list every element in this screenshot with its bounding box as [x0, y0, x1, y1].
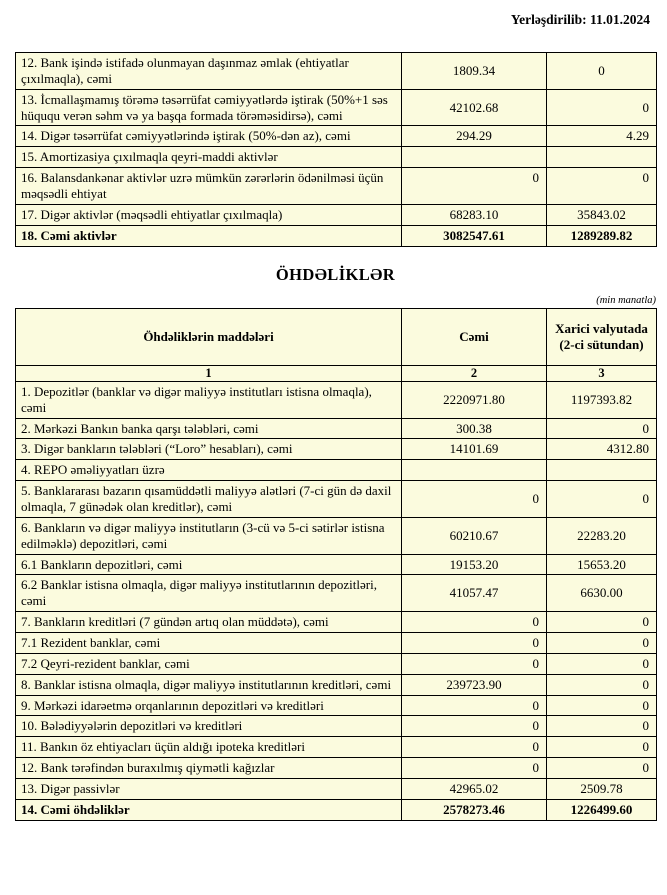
table-row — [16, 653, 657, 674]
row-label: 7. Bankların kreditləri (7 gündən artıq olan müddətə), cəmi — [16, 612, 402, 633]
table-row — [16, 554, 657, 575]
row-label: 6.2 Banklar istisna olmaqla, digər maliyyə institutlarının depozitləri, cəmi — [16, 575, 402, 612]
foreign-value: 0 — [547, 633, 657, 654]
total-value: 1809.34 — [402, 53, 547, 90]
table-row — [16, 460, 657, 481]
foreign-value: 0 — [547, 89, 657, 126]
liabilities-header-row — [16, 308, 657, 365]
row-label: 6.1 Bankların depozitləri, cəmi — [16, 554, 402, 575]
row-label: 9. Mərkəzi idarəetmə orqanlarının depozitləri və kreditləri — [16, 695, 402, 716]
foreign-value: 0 — [547, 653, 657, 674]
col-index-2: 2 — [402, 365, 547, 381]
foreign-value: 22283.20 — [547, 517, 657, 554]
foreign-value: 2509.78 — [547, 779, 657, 800]
table-row — [16, 168, 657, 205]
foreign-value — [547, 460, 657, 481]
table-row — [16, 674, 657, 695]
row-label: 12. Bank işində istifadə olunmayan daşınmaz əmlak (ehtiyatlar çıxılmaqla), cəmi — [16, 53, 402, 90]
row-label: 11. Bankın öz ehtiyacları üçün aldığı ipoteka kreditləri — [16, 737, 402, 758]
table-row — [16, 418, 657, 439]
liabilities-table-body — [16, 381, 657, 820]
foreign-value: 4.29 — [547, 126, 657, 147]
total-value — [402, 147, 547, 168]
row-label: 17. Digər aktivlər (məqsədli ehtiyatlar çıxılmaqla) — [16, 204, 402, 225]
table-row — [16, 758, 657, 779]
total-value: 0 — [402, 168, 547, 205]
total-value: 2578273.46 — [402, 799, 547, 820]
table-row — [16, 779, 657, 800]
total-value: 0 — [402, 653, 547, 674]
col-header-total: Cəmi — [402, 308, 547, 365]
row-label: 8. Banklar istisna olmaqla, digər maliyyə institutlarının kreditləri, cəmi — [16, 674, 402, 695]
row-label: 13. İcmallaşmamış törəmə təsərrüfat cəmiyyətlərdə iştirak (50%+1 səs hüququ verən səhm və ya başqa formada törəməsidirsə), cəmi — [16, 89, 402, 126]
foreign-value: 0 — [547, 418, 657, 439]
total-value: 0 — [402, 481, 547, 518]
table-row — [16, 737, 657, 758]
row-label: 14. Digər təsərrüfat cəmiyyətlərində iştirak (50%-dən az), cəmi — [16, 126, 402, 147]
table-row — [16, 147, 657, 168]
table-row — [16, 381, 657, 418]
unit-note: (min manatla) — [596, 294, 656, 306]
table-row — [16, 225, 657, 246]
total-value: 60210.67 — [402, 517, 547, 554]
foreign-value: 15653.20 — [547, 554, 657, 575]
foreign-value: 0 — [547, 716, 657, 737]
row-label: 5. Banklararası bazarın qısamüddətli maliyyə alətləri (7-ci gün də daxil olmaqla, 7 günədək olan kreditlər), cəmi — [16, 481, 402, 518]
foreign-value: 0 — [547, 758, 657, 779]
total-value — [402, 460, 547, 481]
foreign-value: 0 — [547, 674, 657, 695]
row-label: 10. Bələdiyyələrin depozitləri və kreditləri — [16, 716, 402, 737]
table-row — [16, 481, 657, 518]
total-value: 0 — [402, 633, 547, 654]
liabilities-section-title: ÖHDƏLİKLƏR — [275, 264, 396, 284]
total-value: 0 — [402, 716, 547, 737]
table-row — [16, 799, 657, 820]
total-value: 42965.02 — [402, 779, 547, 800]
foreign-value — [547, 147, 657, 168]
row-label: 15. Amortizasiya çıxılmaqla qeyri-maddi aktivlər — [16, 147, 402, 168]
row-label: 13. Digər passivlər — [16, 779, 402, 800]
foreign-value: 35843.02 — [547, 204, 657, 225]
assets-table — [15, 52, 657, 247]
foreign-value: 0 — [547, 695, 657, 716]
total-value: 294.29 — [402, 126, 547, 147]
foreign-value: 0 — [547, 737, 657, 758]
table-row — [16, 517, 657, 554]
published-date-label: Yerləşdirilib: 11.01.2024 — [510, 12, 650, 27]
assets-table-body — [16, 53, 657, 247]
row-label: 14. Cəmi öhdəliklər — [16, 799, 402, 820]
row-label: 18. Cəmi aktivlər — [16, 225, 402, 246]
foreign-value: 0 — [547, 481, 657, 518]
total-value: 0 — [402, 695, 547, 716]
total-value: 41057.47 — [402, 575, 547, 612]
row-label: 16. Balansdankənar aktivlər uzrə mümkün zərərlərin ödənilməsi üçün məqsədli ehtiyat — [16, 168, 402, 205]
table-row — [16, 612, 657, 633]
foreign-value: 1289289.82 — [547, 225, 657, 246]
total-value: 0 — [402, 737, 547, 758]
row-label: 7.2 Qeyri-rezident banklar, cəmi — [16, 653, 402, 674]
row-label: 3. Digər bankların tələbləri (“Loro” hesabları), cəmi — [16, 439, 402, 460]
table-row — [16, 575, 657, 612]
total-value: 42102.68 — [402, 89, 547, 126]
total-value: 3082547.61 — [402, 225, 547, 246]
row-label: 4. REPO əməliyyatları üzrə — [16, 460, 402, 481]
foreign-value: 0 — [547, 53, 657, 90]
col-header-items: Öhdəliklərin maddələri — [16, 308, 402, 365]
foreign-value: 1226499.60 — [547, 799, 657, 820]
total-value: 0 — [402, 612, 547, 633]
table-row — [16, 716, 657, 737]
total-value: 300.38 — [402, 418, 547, 439]
total-value: 2220971.80 — [402, 381, 547, 418]
total-value: 14101.69 — [402, 439, 547, 460]
foreign-value: 1197393.82 — [547, 381, 657, 418]
table-row — [16, 126, 657, 147]
col-header-foreign: Xarici valyutada (2-ci sütundan) — [547, 308, 657, 365]
row-label: 12. Bank tərəfindən buraxılmış qiymətli kağızlar — [16, 758, 402, 779]
table-row — [16, 633, 657, 654]
total-value: 0 — [402, 758, 547, 779]
col-index-1: 1 — [16, 365, 402, 381]
row-label: 6. Bankların və digər maliyyə institutların (3-cü və 5-ci sətirlər istisna edilməklə) depozitləri, cəmi — [16, 517, 402, 554]
foreign-value: 0 — [547, 612, 657, 633]
table-row — [16, 439, 657, 460]
liabilities-table — [15, 308, 657, 821]
total-value: 19153.20 — [402, 554, 547, 575]
table-row — [16, 695, 657, 716]
foreign-value: 6630.00 — [547, 575, 657, 612]
total-value: 239723.90 — [402, 674, 547, 695]
row-label: 1. Depozitlər (banklar və digər maliyyə institutları istisna olmaqla), cəmi — [16, 381, 402, 418]
total-value: 68283.10 — [402, 204, 547, 225]
foreign-value: 4312.80 — [547, 439, 657, 460]
foreign-value: 0 — [547, 168, 657, 205]
row-label: 7.1 Rezident banklar, cəmi — [16, 633, 402, 654]
column-index-row — [16, 365, 657, 381]
table-row — [16, 53, 657, 90]
table-row — [16, 204, 657, 225]
col-index-3: 3 — [547, 365, 657, 381]
table-row — [16, 89, 657, 126]
row-label: 2. Mərkəzi Bankın banka qarşı tələbləri, cəmi — [16, 418, 402, 439]
